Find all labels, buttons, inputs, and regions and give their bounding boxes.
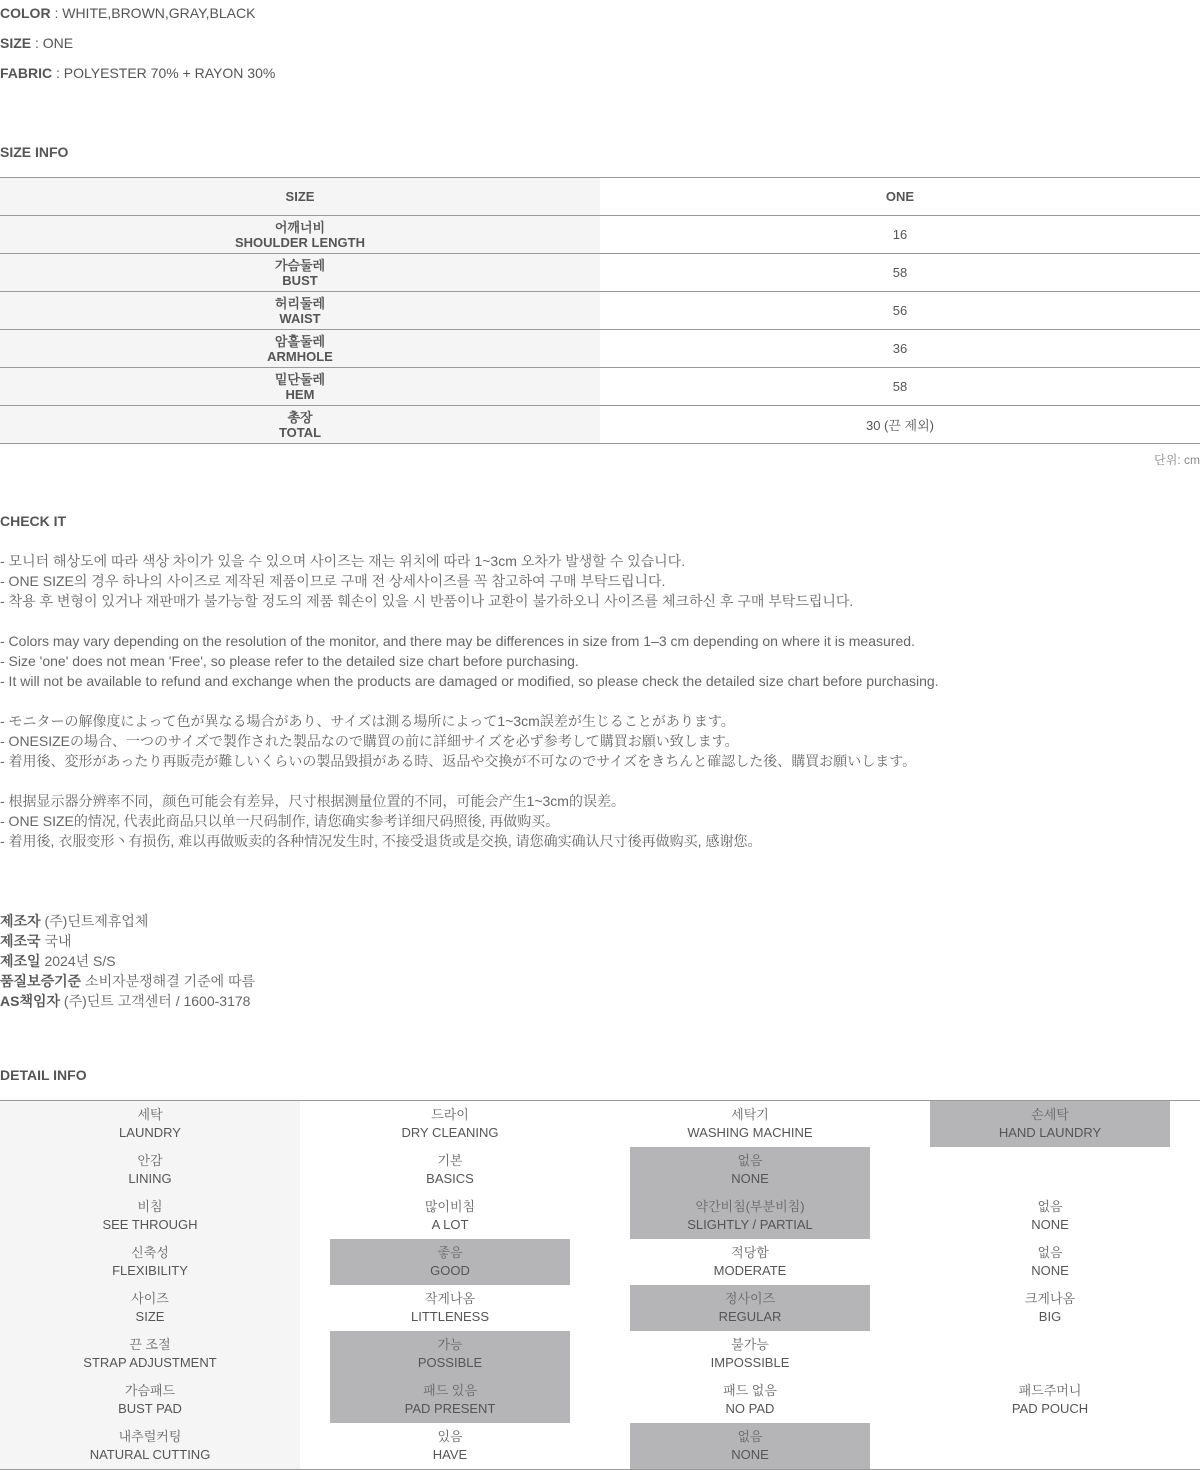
size-measure-value: 58 xyxy=(892,265,908,280)
detail-row-label xyxy=(0,1285,300,1331)
detail-label-ko: 비침 xyxy=(137,1199,163,1214)
detail-table xyxy=(0,1100,1200,1470)
detail-row-label xyxy=(0,1377,300,1423)
size-measure-label xyxy=(0,330,600,367)
detail-row-label xyxy=(0,1331,300,1377)
maker-label: AS책임자 xyxy=(0,993,61,1009)
detail-option-en: SLIGHTLY / PARTIAL xyxy=(687,1217,813,1232)
detail-option-ko: 기본 xyxy=(437,1153,463,1168)
size-measure-value: 30 (끈 제외) xyxy=(865,418,935,433)
size-measure-value: 56 xyxy=(892,303,908,318)
note-group xyxy=(0,631,1200,691)
detail-option xyxy=(630,1285,870,1331)
detail-option xyxy=(330,1147,570,1193)
size-table-header xyxy=(0,178,1200,216)
detail-option-ko: 작게나옴 xyxy=(424,1291,476,1306)
detail-row-label xyxy=(0,1239,300,1285)
size-measure-ko: 총장 xyxy=(287,409,313,425)
detail-option-en: NONE xyxy=(1031,1263,1069,1278)
detail-row-label xyxy=(0,1147,300,1193)
size-measure-ko: 어깨너비 xyxy=(274,219,326,235)
detail-option xyxy=(630,1239,870,1285)
note-line: - モニターの解像度によって色が異なる場合があり、サイズは測る場所によって1~3cm誤差が生じることがあります。 xyxy=(0,713,735,729)
size-header-label: SIZE xyxy=(0,178,600,215)
detail-option-ko: 없음 xyxy=(737,1429,763,1444)
detail-option-ko: 손세탁 xyxy=(1031,1107,1069,1122)
note-group xyxy=(0,711,1200,771)
detail-option-en: PAD PRESENT xyxy=(404,1401,496,1416)
detail-option-en: NONE xyxy=(1031,1217,1069,1232)
note-group xyxy=(0,791,1200,851)
detail-info-title: DETAIL INFO xyxy=(0,1067,87,1083)
maker-line xyxy=(0,911,255,931)
maker-value: 국내 xyxy=(40,933,72,949)
detail-option xyxy=(330,1193,570,1239)
maker-value: (주)딘트 고객센터 / 1600-3178 xyxy=(60,993,251,1009)
detail-option xyxy=(930,1193,1170,1239)
detail-label-ko: 사이즈 xyxy=(131,1291,169,1306)
detail-option-en: HAVE xyxy=(432,1447,468,1462)
maker-value: 2024년 S/S xyxy=(40,953,116,969)
detail-label-en: BUST PAD xyxy=(118,1401,182,1416)
maker-label: 제조일 xyxy=(0,953,41,969)
detail-option-ko: 드라이 xyxy=(431,1107,469,1122)
detail-row-label xyxy=(0,1101,300,1147)
detail-label-en: STRAP ADJUSTMENT xyxy=(83,1355,217,1370)
size-info-title: SIZE INFO xyxy=(0,144,69,160)
size-measure-en: WAIST xyxy=(279,310,321,326)
detail-option-ko: 없음 xyxy=(1037,1245,1063,1260)
detail-label-en: NATURAL CUTTING xyxy=(89,1447,211,1462)
detail-option-en: MODERATE xyxy=(713,1263,787,1278)
size-measure-label xyxy=(0,292,600,329)
detail-option-en: BASICS xyxy=(426,1171,474,1186)
detail-label-ko: 안감 xyxy=(137,1153,163,1168)
detail-option-en: NONE xyxy=(731,1447,769,1462)
size-measure-ko: 밑단둘레 xyxy=(274,371,326,387)
detail-label-en: SEE THROUGH xyxy=(102,1217,198,1232)
size-measure-value: 36 xyxy=(892,341,908,356)
detail-option-ko: 없음 xyxy=(1037,1199,1063,1214)
detail-option-ko: 좋음 xyxy=(437,1245,463,1260)
detail-option xyxy=(630,1101,870,1147)
detail-label-en: LAUNDRY xyxy=(119,1125,181,1140)
spec-color xyxy=(0,3,255,23)
detail-option-ko: 있음 xyxy=(437,1429,463,1444)
maker-info xyxy=(0,911,255,1011)
detail-option-ko: 불가능 xyxy=(731,1337,769,1352)
maker-value: (주)딘트제휴업체 xyxy=(40,913,149,929)
note-line: - Colors may vary depending on the resolution of the monitor, and there may be differences in size from 1–3 cm depending on where it is measured. xyxy=(0,633,915,649)
detail-label-en: FLEXIBILITY xyxy=(112,1263,188,1278)
detail-option-ko: 정사이즈 xyxy=(724,1291,776,1306)
detail-option xyxy=(630,1193,870,1239)
size-measure-value: 16 xyxy=(892,227,908,242)
detail-option-en: BIG xyxy=(1038,1309,1062,1324)
detail-option-en: REGULAR xyxy=(718,1309,782,1324)
detail-option xyxy=(630,1147,870,1193)
detail-label-ko: 신축성 xyxy=(131,1245,169,1260)
detail-option xyxy=(630,1423,870,1469)
detail-option xyxy=(930,1423,1170,1469)
detail-option-ko: 크게나옴 xyxy=(1024,1291,1076,1306)
detail-option-en: WASHING MACHINE xyxy=(687,1125,813,1140)
note-line: - 着用後, 衣服变形丶有损伤, 难以再做贩卖的各种情况发生时, 不接受退货或是交换, 请您确实确认尺寸後再做购买, 感谢您。 xyxy=(0,833,762,849)
size-header-value: ONE xyxy=(885,189,915,204)
detail-option xyxy=(930,1147,1170,1193)
note-line: - ONE SIZE의 경우 하나의 사이즈로 제작된 제품이므로 구매 전 상세사이즈를 꼭 참고하여 구매 부탁드립니다. xyxy=(0,573,666,589)
unit-note: 단위: cm xyxy=(1154,453,1200,467)
size-measure-en: BUST xyxy=(282,272,318,288)
size-measure-label xyxy=(0,406,600,443)
detail-option-ko: 패드 없음 xyxy=(723,1383,777,1398)
detail-option xyxy=(930,1285,1170,1331)
spec-label: FABRIC xyxy=(0,65,53,81)
detail-option-ko: 세탁기 xyxy=(731,1107,769,1122)
detail-label-ko: 가슴패드 xyxy=(124,1383,176,1398)
detail-option xyxy=(630,1331,870,1377)
detail-option-ko: 적당함 xyxy=(731,1245,769,1260)
detail-option-en: GOOD xyxy=(430,1263,470,1278)
detail-option xyxy=(330,1101,570,1147)
detail-option xyxy=(930,1331,1170,1377)
detail-option-en: IMPOSSIBLE xyxy=(710,1355,790,1370)
size-row xyxy=(0,406,1200,444)
maker-line xyxy=(0,991,255,1011)
spec-size xyxy=(0,33,73,53)
note-line: - 着用後、変形があったり再販売が難しいくらいの製品毀損がある時、返品や交換が不可なのでサイズをきちんと確認した後、購買お願いします。 xyxy=(0,753,917,769)
detail-label-en: SIZE xyxy=(135,1309,165,1324)
size-measure-label xyxy=(0,254,600,291)
spec-label: SIZE xyxy=(0,35,32,51)
detail-label-ko: 세탁 xyxy=(137,1107,163,1122)
note-line: - 착용 후 변형이 있거나 재판매가 불가능할 정도의 제품 훼손이 있을 시 반품이나 교환이 불가하오니 사이즈를 체크하신 후 구매 부탁드립니다. xyxy=(0,593,854,609)
note-line: - 모니터 해상도에 따라 색상 차이가 있을 수 있으며 사이즈는 재는 위치에 따라 1~3cm 오차가 발생할 수 있습니다. xyxy=(0,553,686,569)
note-line: - Size 'one' does not mean 'Free', so please refer to the detailed size chart before purchasing. xyxy=(0,653,579,669)
maker-label: 제조국 xyxy=(0,933,41,949)
note-line: - It will not be available to refund and exchange when the products are damaged or modified, so please check the detailed size chart before purchasing. xyxy=(0,673,939,689)
detail-row-label xyxy=(0,1193,300,1239)
detail-option-ko: 없음 xyxy=(737,1153,763,1168)
spec-value: : POLYESTER 70% + RAYON 30% xyxy=(52,65,276,81)
detail-option xyxy=(330,1423,570,1469)
detail-option-ko: 패드주머니 xyxy=(1018,1383,1082,1398)
note-line: - ONESIZEの場合、一つのサイズで製作された製品なので購買の前に詳細サイズを必ず参考して購買お願い致します。 xyxy=(0,733,739,749)
detail-option xyxy=(330,1377,570,1423)
check-it-title: CHECK IT xyxy=(0,513,67,529)
detail-option xyxy=(930,1101,1170,1147)
detail-option xyxy=(330,1331,570,1377)
detail-option-en: POSSIBLE xyxy=(417,1355,483,1370)
maker-label: 제조자 xyxy=(0,913,41,929)
size-measure-ko: 가슴둘레 xyxy=(274,257,326,273)
size-row xyxy=(0,254,1200,292)
detail-option-en: DRY CLEANING xyxy=(401,1125,499,1140)
detail-option-en: LITTLENESS xyxy=(410,1309,490,1324)
spec-label: COLOR xyxy=(0,5,51,21)
detail-option-ko: 패드 있음 xyxy=(423,1383,477,1398)
detail-row-label xyxy=(0,1423,300,1469)
size-measure-en: TOTAL xyxy=(278,424,322,440)
detail-label-en: LINING xyxy=(128,1171,172,1186)
size-measure-label xyxy=(0,216,600,253)
size-measure-en: HEM xyxy=(285,386,315,402)
maker-line xyxy=(0,971,255,991)
detail-option-en: A LOT xyxy=(431,1217,469,1232)
note-group xyxy=(0,551,1200,611)
check-it-notes xyxy=(0,551,1200,871)
note-line: - 根据显示器分辨率不同，颜色可能会有差异，尺寸根据测量位置的不同，可能会产生1~3cm的误差。 xyxy=(0,793,625,809)
spec-value: : ONE xyxy=(31,35,74,51)
maker-line xyxy=(0,931,255,951)
size-row xyxy=(0,216,1200,254)
detail-option-ko: 약간비침(부분비침) xyxy=(695,1199,805,1214)
note-line: - ONE SIZE的情况, 代表此商品只以单一尺码制作, 请您确实参考详细尺码照後, 再做购买。 xyxy=(0,813,560,829)
size-measure-label xyxy=(0,368,600,405)
spec-fabric xyxy=(0,63,275,83)
size-measure-value: 58 xyxy=(892,379,908,394)
detail-label-ko: 내추럴커팅 xyxy=(118,1429,182,1444)
detail-option-en: NO PAD xyxy=(725,1401,775,1416)
size-measure-en: SHOULDER LENGTH xyxy=(235,234,365,250)
detail-option xyxy=(930,1239,1170,1285)
size-measure-en: ARMHOLE xyxy=(267,348,333,364)
maker-label: 품질보증기준 xyxy=(0,973,82,989)
size-table xyxy=(0,177,1200,444)
detail-option xyxy=(630,1377,870,1423)
detail-option-en: NONE xyxy=(731,1171,769,1186)
detail-option-en: PAD POUCH xyxy=(1011,1401,1089,1416)
size-row xyxy=(0,292,1200,330)
detail-option-ko: 가능 xyxy=(437,1337,463,1352)
detail-option-en: HAND LAUNDRY xyxy=(998,1125,1102,1140)
maker-line xyxy=(0,951,255,971)
size-row xyxy=(0,330,1200,368)
spec-value: : WHITE,BROWN,GRAY,BLACK xyxy=(50,5,256,21)
detail-label-ko: 끈 조절 xyxy=(129,1337,171,1352)
size-measure-ko: 암홀둘레 xyxy=(274,333,326,349)
detail-option xyxy=(330,1285,570,1331)
size-row xyxy=(0,368,1200,406)
detail-option xyxy=(330,1239,570,1285)
detail-option-ko: 많이비침 xyxy=(424,1199,476,1214)
maker-value: 소비자분쟁해결 기준에 따름 xyxy=(81,973,256,989)
detail-option xyxy=(930,1377,1170,1423)
size-measure-ko: 허리둘레 xyxy=(274,295,326,311)
